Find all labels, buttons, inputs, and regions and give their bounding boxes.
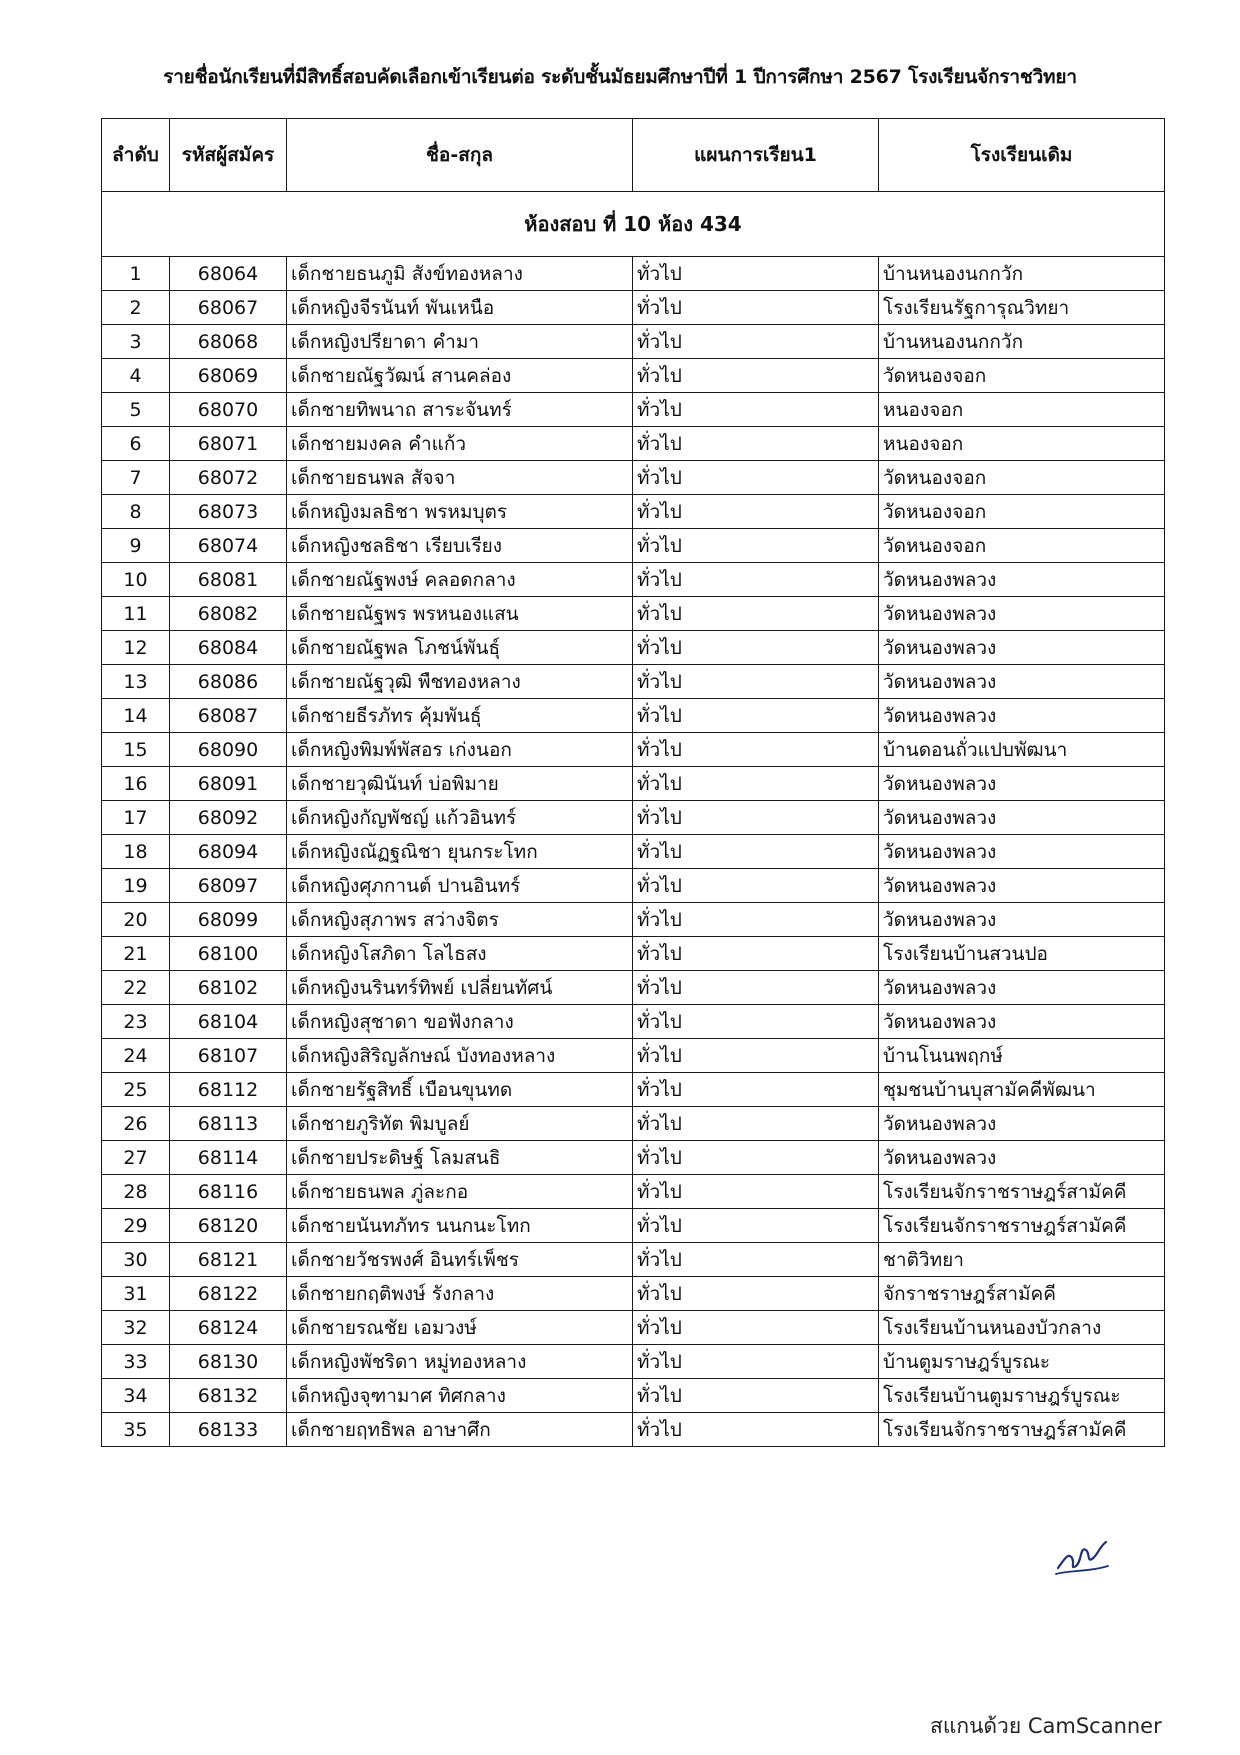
header-row bbox=[102, 119, 1165, 192]
cell-study-plan: ทั่วไป bbox=[633, 971, 879, 1005]
cell-full-name: เด็กชายธนภูมิ สังข์ทองหลาง bbox=[287, 257, 633, 291]
header-no: ลำดับ bbox=[102, 119, 170, 192]
cell-applicant-code: 68113 bbox=[170, 1107, 287, 1141]
table-row bbox=[102, 971, 1165, 1005]
cell-previous-school: ชาติวิทยา bbox=[879, 1243, 1165, 1277]
cell-applicant-code: 68122 bbox=[170, 1277, 287, 1311]
cell-applicant-code: 68073 bbox=[170, 495, 287, 529]
cell-full-name: เด็กหญิงกัญพัชญ์ แก้วอินทร์ bbox=[287, 801, 633, 835]
cell-study-plan: ทั่วไป bbox=[633, 597, 879, 631]
cell-previous-school: บ้านหนองนกกวัก bbox=[879, 325, 1165, 359]
cell-previous-school: วัดหนองจอก bbox=[879, 461, 1165, 495]
header-name: ชื่อ-สกุล bbox=[287, 119, 633, 192]
table-row bbox=[102, 1107, 1165, 1141]
table-row bbox=[102, 257, 1165, 291]
cell-full-name: เด็กชายประดิษฐ์ โลมสนธิ bbox=[287, 1141, 633, 1175]
table-row bbox=[102, 1039, 1165, 1073]
cell-applicant-code: 68086 bbox=[170, 665, 287, 699]
cell-study-plan: ทั่วไป bbox=[633, 1005, 879, 1039]
cell-previous-school: ชุมชนบ้านบุสามัคคีพัฒนา bbox=[879, 1073, 1165, 1107]
cell-applicant-code: 68100 bbox=[170, 937, 287, 971]
student-roster-table bbox=[101, 118, 1165, 1447]
cell-applicant-code: 68072 bbox=[170, 461, 287, 495]
cell-previous-school: หนองจอก bbox=[879, 427, 1165, 461]
table-row bbox=[102, 631, 1165, 665]
table-row bbox=[102, 1345, 1165, 1379]
cell-full-name: เด็กชายรัฐสิทธิ์ เบือนขุนทด bbox=[287, 1073, 633, 1107]
handwritten-signature-icon bbox=[1052, 1532, 1112, 1578]
cell-study-plan: ทั่วไป bbox=[633, 495, 879, 529]
cell-applicant-code: 68084 bbox=[170, 631, 287, 665]
cell-previous-school: วัดหนองพลวง bbox=[879, 767, 1165, 801]
cell-no: 21 bbox=[102, 937, 170, 971]
cell-no: 3 bbox=[102, 325, 170, 359]
cell-full-name: เด็กชายณัฐวัฒน์ สานคล่อง bbox=[287, 359, 633, 393]
cell-applicant-code: 68102 bbox=[170, 971, 287, 1005]
table-row bbox=[102, 1005, 1165, 1039]
table-row bbox=[102, 1175, 1165, 1209]
room-row bbox=[102, 192, 1165, 257]
cell-study-plan: ทั่วไป bbox=[633, 359, 879, 393]
cell-full-name: เด็กหญิงจุฑามาศ ทิศกลาง bbox=[287, 1379, 633, 1413]
cell-previous-school: วัดหนองพลวง bbox=[879, 971, 1165, 1005]
cell-no: 22 bbox=[102, 971, 170, 1005]
header-code: รหัสผู้สมัคร bbox=[170, 119, 287, 192]
cell-applicant-code: 68121 bbox=[170, 1243, 287, 1277]
cell-study-plan: ทั่วไป bbox=[633, 1107, 879, 1141]
cell-full-name: เด็กชายณัฐวุฒิ พืชทองหลาง bbox=[287, 665, 633, 699]
cell-previous-school: วัดหนองพลวง bbox=[879, 835, 1165, 869]
cell-no: 7 bbox=[102, 461, 170, 495]
cell-study-plan: ทั่วไป bbox=[633, 1345, 879, 1379]
cell-no: 33 bbox=[102, 1345, 170, 1379]
cell-full-name: เด็กชายฤทธิพล อาษาศึก bbox=[287, 1413, 633, 1447]
table-row bbox=[102, 461, 1165, 495]
cell-full-name: เด็กหญิงพัชริดา หมู่ทองหลาง bbox=[287, 1345, 633, 1379]
cell-full-name: เด็กหญิงสุภาพร สว่างจิตร bbox=[287, 903, 633, 937]
cell-full-name: เด็กชายนันทภัทร นนกนะโทก bbox=[287, 1209, 633, 1243]
cell-full-name: เด็กชายมงคล คำแก้ว bbox=[287, 427, 633, 461]
cell-applicant-code: 68090 bbox=[170, 733, 287, 767]
cell-full-name: เด็กหญิงณัฏฐณิชา ยุนกระโทก bbox=[287, 835, 633, 869]
table-row bbox=[102, 529, 1165, 563]
table-row bbox=[102, 1141, 1165, 1175]
cell-applicant-code: 68116 bbox=[170, 1175, 287, 1209]
table-row bbox=[102, 903, 1165, 937]
table-row bbox=[102, 563, 1165, 597]
cell-previous-school: วัดหนองพลวง bbox=[879, 631, 1165, 665]
cell-study-plan: ทั่วไป bbox=[633, 563, 879, 597]
cell-full-name: เด็กชายณัฐพล โภชน์พันธุ์ bbox=[287, 631, 633, 665]
cell-no: 2 bbox=[102, 291, 170, 325]
cell-previous-school: โรงเรียนจักราชราษฎร์สามัคคี bbox=[879, 1413, 1165, 1447]
header-plan: แผนการเรียน1 bbox=[633, 119, 879, 192]
cell-previous-school: โรงเรียนบ้านสวนปอ bbox=[879, 937, 1165, 971]
cell-no: 20 bbox=[102, 903, 170, 937]
table-row bbox=[102, 699, 1165, 733]
cell-previous-school: วัดหนองพลวง bbox=[879, 801, 1165, 835]
cell-no: 8 bbox=[102, 495, 170, 529]
cell-no: 1 bbox=[102, 257, 170, 291]
cell-previous-school: วัดหนองพลวง bbox=[879, 869, 1165, 903]
cell-applicant-code: 68094 bbox=[170, 835, 287, 869]
cell-applicant-code: 68087 bbox=[170, 699, 287, 733]
cell-no: 15 bbox=[102, 733, 170, 767]
cell-applicant-code: 68120 bbox=[170, 1209, 287, 1243]
cell-previous-school: วัดหนองจอก bbox=[879, 359, 1165, 393]
cell-previous-school: วัดหนองพลวง bbox=[879, 665, 1165, 699]
table-row bbox=[102, 427, 1165, 461]
cell-no: 6 bbox=[102, 427, 170, 461]
cell-study-plan: ทั่วไป bbox=[633, 903, 879, 937]
cell-no: 26 bbox=[102, 1107, 170, 1141]
cell-study-plan: ทั่วไป bbox=[633, 1039, 879, 1073]
cell-study-plan: ทั่วไป bbox=[633, 937, 879, 971]
cell-study-plan: ทั่วไป bbox=[633, 733, 879, 767]
cell-full-name: เด็กชายธนพล สัจจา bbox=[287, 461, 633, 495]
header-school: โรงเรียนเดิม bbox=[879, 119, 1165, 192]
cell-no: 4 bbox=[102, 359, 170, 393]
cell-previous-school: โรงเรียนจักราชราษฎร์สามัคคี bbox=[879, 1209, 1165, 1243]
cell-full-name: เด็กชายกฤติพงษ์ รังกลาง bbox=[287, 1277, 633, 1311]
cell-previous-school: วัดหนองพลวง bbox=[879, 597, 1165, 631]
cell-no: 5 bbox=[102, 393, 170, 427]
cell-applicant-code: 68112 bbox=[170, 1073, 287, 1107]
table-row bbox=[102, 1209, 1165, 1243]
cell-applicant-code: 68107 bbox=[170, 1039, 287, 1073]
cell-study-plan: ทั่วไป bbox=[633, 529, 879, 563]
cell-study-plan: ทั่วไป bbox=[633, 801, 879, 835]
cell-previous-school: วัดหนองจอก bbox=[879, 495, 1165, 529]
cell-previous-school: บ้านโนนพฤกษ์ bbox=[879, 1039, 1165, 1073]
cell-full-name: เด็กชายธีรภัทร คุ้มพันธุ์ bbox=[287, 699, 633, 733]
cell-full-name: เด็กหญิงศุภกานต์ ปานอินทร์ bbox=[287, 869, 633, 903]
cell-previous-school: บ้านหนองนกกวัก bbox=[879, 257, 1165, 291]
table-row bbox=[102, 869, 1165, 903]
cell-no: 13 bbox=[102, 665, 170, 699]
cell-full-name: เด็กชายธนพล ภู่ละกอ bbox=[287, 1175, 633, 1209]
table-row bbox=[102, 325, 1165, 359]
cell-applicant-code: 68133 bbox=[170, 1413, 287, 1447]
table-row bbox=[102, 1379, 1165, 1413]
cell-previous-school: โรงเรียนบ้านหนองบัวกลาง bbox=[879, 1311, 1165, 1345]
exam-room-label: ห้องสอบ ที่ 10 ห้อง 434 bbox=[102, 192, 1165, 257]
cell-full-name: เด็กชายรณชัย เอมวงษ์ bbox=[287, 1311, 633, 1345]
cell-study-plan: ทั่วไป bbox=[633, 1277, 879, 1311]
cell-study-plan: ทั่วไป bbox=[633, 1209, 879, 1243]
cell-no: 31 bbox=[102, 1277, 170, 1311]
cell-study-plan: ทั่วไป bbox=[633, 393, 879, 427]
cell-previous-school: วัดหนองพลวง bbox=[879, 903, 1165, 937]
cell-applicant-code: 68074 bbox=[170, 529, 287, 563]
cell-previous-school: โรงเรียนบ้านตูมราษฎร์บูรณะ bbox=[879, 1379, 1165, 1413]
document-title: รายชื่อนักเรียนที่มีสิทธิ์สอบคัดเลือกเข้าเรียนต่อ ระดับชั้นมัธยมศึกษาปีที่ 1 ปีการศึกษา 2567 โรงเรียนจักราชวิทยา bbox=[163, 66, 1077, 88]
table-row bbox=[102, 1277, 1165, 1311]
cell-previous-school: วัดหนองพลวง bbox=[879, 563, 1165, 597]
table-row bbox=[102, 597, 1165, 631]
cell-applicant-code: 68070 bbox=[170, 393, 287, 427]
cell-applicant-code: 68114 bbox=[170, 1141, 287, 1175]
cell-study-plan: ทั่วไป bbox=[633, 461, 879, 495]
table-row bbox=[102, 767, 1165, 801]
cell-full-name: เด็กหญิงพิมพ์พัสอร เก่งนอก bbox=[287, 733, 633, 767]
cell-applicant-code: 68081 bbox=[170, 563, 287, 597]
cell-no: 25 bbox=[102, 1073, 170, 1107]
cell-applicant-code: 68071 bbox=[170, 427, 287, 461]
cell-applicant-code: 68092 bbox=[170, 801, 287, 835]
cell-no: 34 bbox=[102, 1379, 170, 1413]
cell-study-plan: ทั่วไป bbox=[633, 427, 879, 461]
cell-previous-school: วัดหนองจอก bbox=[879, 529, 1165, 563]
cell-study-plan: ทั่วไป bbox=[633, 325, 879, 359]
cell-study-plan: ทั่วไป bbox=[633, 631, 879, 665]
cell-study-plan: ทั่วไป bbox=[633, 1243, 879, 1277]
cell-applicant-code: 68099 bbox=[170, 903, 287, 937]
cell-previous-school: โรงเรียนจักราชราษฎร์สามัคคี bbox=[879, 1175, 1165, 1209]
table-row bbox=[102, 835, 1165, 869]
cell-previous-school: โรงเรียนรัฐการุณวิทยา bbox=[879, 291, 1165, 325]
cell-full-name: เด็กหญิงปรียาดา คำมา bbox=[287, 325, 633, 359]
cell-applicant-code: 68104 bbox=[170, 1005, 287, 1039]
cell-study-plan: ทั่วไป bbox=[633, 1311, 879, 1345]
cell-previous-school: วัดหนองพลวง bbox=[879, 699, 1165, 733]
cell-applicant-code: 68091 bbox=[170, 767, 287, 801]
cell-full-name: เด็กหญิงจีรนันท์ พันเหนือ bbox=[287, 291, 633, 325]
table-row bbox=[102, 937, 1165, 971]
cell-full-name: เด็กหญิงสุชาดา ขอฟังกลาง bbox=[287, 1005, 633, 1039]
cell-full-name: เด็กหญิงโสภิดา โลไธสง bbox=[287, 937, 633, 971]
cell-study-plan: ทั่วไป bbox=[633, 767, 879, 801]
cell-study-plan: ทั่วไป bbox=[633, 835, 879, 869]
table-row bbox=[102, 1073, 1165, 1107]
cell-no: 24 bbox=[102, 1039, 170, 1073]
cell-study-plan: ทั่วไป bbox=[633, 1073, 879, 1107]
cell-study-plan: ทั่วไป bbox=[633, 1413, 879, 1447]
cell-previous-school: หนองจอก bbox=[879, 393, 1165, 427]
cell-no: 14 bbox=[102, 699, 170, 733]
cell-previous-school: จักราชราษฎร์สามัคคี bbox=[879, 1277, 1165, 1311]
cell-study-plan: ทั่วไป bbox=[633, 1175, 879, 1209]
cell-previous-school: บ้านตูมราษฎร์บูรณะ bbox=[879, 1345, 1165, 1379]
cell-applicant-code: 68124 bbox=[170, 1311, 287, 1345]
table-row bbox=[102, 291, 1165, 325]
cell-no: 28 bbox=[102, 1175, 170, 1209]
cell-study-plan: ทั่วไป bbox=[633, 869, 879, 903]
table-row bbox=[102, 1311, 1165, 1345]
cell-previous-school: บ้านดอนถั่วแปบพัฒนา bbox=[879, 733, 1165, 767]
cell-full-name: เด็กชายภูริทัต พิมบูลย์ bbox=[287, 1107, 633, 1141]
cell-no: 12 bbox=[102, 631, 170, 665]
table-row bbox=[102, 733, 1165, 767]
cell-no: 16 bbox=[102, 767, 170, 801]
cell-no: 32 bbox=[102, 1311, 170, 1345]
cell-study-plan: ทั่วไป bbox=[633, 1379, 879, 1413]
cell-no: 35 bbox=[102, 1413, 170, 1447]
cell-full-name: เด็กหญิงนรินทร์ทิพย์ เปลี่ยนทัศน์ bbox=[287, 971, 633, 1005]
table-row bbox=[102, 359, 1165, 393]
cell-full-name: เด็กหญิงสิริญลักษณ์ บังทองหลาง bbox=[287, 1039, 633, 1073]
cell-applicant-code: 68067 bbox=[170, 291, 287, 325]
cell-full-name: เด็กชายณัฐพงษ์ คลอดกลาง bbox=[287, 563, 633, 597]
cell-applicant-code: 68064 bbox=[170, 257, 287, 291]
cell-study-plan: ทั่วไป bbox=[633, 257, 879, 291]
cell-full-name: เด็กชายวุฒินันท์ บ่อพิมาย bbox=[287, 767, 633, 801]
cell-no: 11 bbox=[102, 597, 170, 631]
cell-no: 9 bbox=[102, 529, 170, 563]
table-row bbox=[102, 393, 1165, 427]
cell-full-name: เด็กชายวัชรพงศ์ อินทร์เพ็ชร bbox=[287, 1243, 633, 1277]
cell-previous-school: วัดหนองพลวง bbox=[879, 1141, 1165, 1175]
cell-full-name: เด็กหญิงมลธิชา พรหมบุตร bbox=[287, 495, 633, 529]
cell-full-name: เด็กชายทิพนาถ สาระจันทร์ bbox=[287, 393, 633, 427]
cell-no: 19 bbox=[102, 869, 170, 903]
cell-applicant-code: 68082 bbox=[170, 597, 287, 631]
cell-previous-school: วัดหนองพลวง bbox=[879, 1005, 1165, 1039]
cell-applicant-code: 68132 bbox=[170, 1379, 287, 1413]
cell-no: 30 bbox=[102, 1243, 170, 1277]
table-row bbox=[102, 801, 1165, 835]
cell-full-name: เด็กหญิงชลธิชา เรียบเรียง bbox=[287, 529, 633, 563]
cell-study-plan: ทั่วไป bbox=[633, 291, 879, 325]
table-row bbox=[102, 1243, 1165, 1277]
cell-no: 10 bbox=[102, 563, 170, 597]
cell-no: 27 bbox=[102, 1141, 170, 1175]
cell-study-plan: ทั่วไป bbox=[633, 665, 879, 699]
scanner-footer: สแกนด้วย CamScanner bbox=[930, 1714, 1162, 1738]
cell-no: 29 bbox=[102, 1209, 170, 1243]
cell-applicant-code: 68097 bbox=[170, 869, 287, 903]
table-row bbox=[102, 665, 1165, 699]
cell-study-plan: ทั่วไป bbox=[633, 699, 879, 733]
cell-no: 17 bbox=[102, 801, 170, 835]
roster-body bbox=[102, 257, 1165, 1447]
cell-no: 18 bbox=[102, 835, 170, 869]
table-row bbox=[102, 495, 1165, 529]
table-row bbox=[102, 1413, 1165, 1447]
cell-applicant-code: 68068 bbox=[170, 325, 287, 359]
cell-previous-school: วัดหนองพลวง bbox=[879, 1107, 1165, 1141]
cell-no: 23 bbox=[102, 1005, 170, 1039]
cell-study-plan: ทั่วไป bbox=[633, 1141, 879, 1175]
cell-applicant-code: 68130 bbox=[170, 1345, 287, 1379]
cell-full-name: เด็กชายณัฐพร พรหนองแสน bbox=[287, 597, 633, 631]
cell-applicant-code: 68069 bbox=[170, 359, 287, 393]
